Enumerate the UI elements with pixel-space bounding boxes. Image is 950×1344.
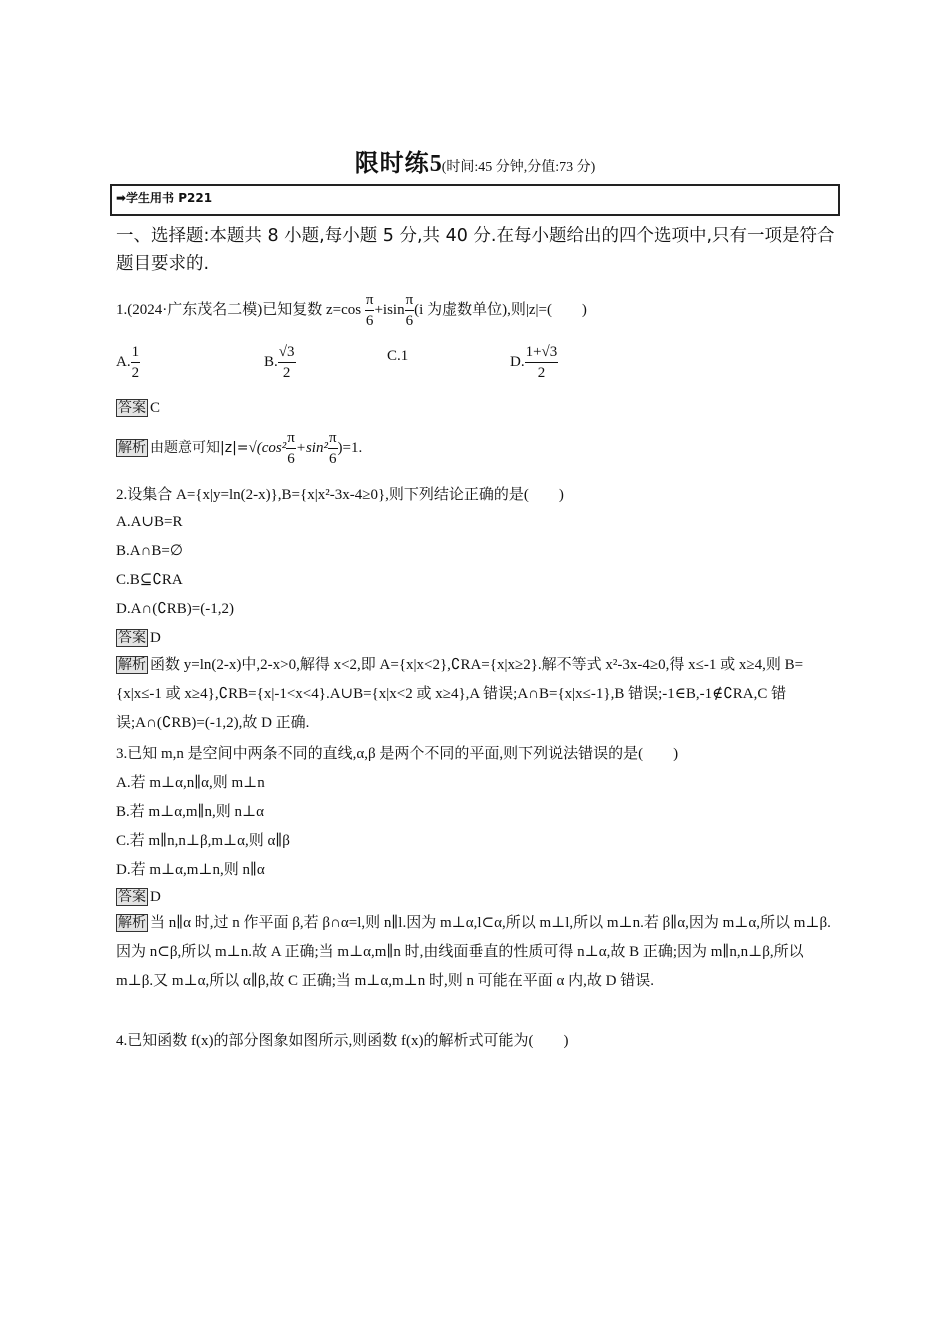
section-heading: 一、选择题:本题共 8 小题,每小题 5 分,共 40 分.在每小题给出的四个选项中,只有一项是符合题目要求的.: [116, 226, 835, 274]
q1-opt-b-frac: [278, 342, 296, 383]
q1-frac1-den: 6: [365, 313, 374, 329]
q2-answer: [116, 627, 161, 647]
analysis-tag: 解析: [118, 657, 146, 673]
q1-frac2-den: 6: [405, 313, 414, 329]
q1-analysis-frac2-den: 6: [328, 451, 337, 467]
q1-analysis-pre: 由题意可知|z|=: [150, 439, 249, 456]
q1-analysis-frac-2: [328, 428, 338, 469]
q2-answer-value: D: [150, 630, 161, 646]
q1-option-c: C.1: [387, 348, 409, 364]
question-1-stem: [116, 290, 587, 331]
q1-opt-b-den: 2: [282, 365, 291, 381]
title-subtitle: (时间:45 分钟,分值:73 分): [441, 160, 596, 175]
q3-option-b: B.若 m⊥α,m∥n,则 n⊥α: [116, 804, 264, 820]
q1-analysis-frac1-den: 6: [287, 451, 295, 467]
q1-opt-b-num: √3: [278, 342, 296, 363]
page-title: [0, 143, 950, 178]
q1-opt-d-den: 2: [537, 365, 546, 381]
q1-frac-2: [405, 290, 415, 331]
q1-answer: [116, 397, 160, 417]
title-text: 限时练: [354, 149, 430, 177]
analysis-tag: 解析: [118, 439, 146, 456]
q1-frac-1: [365, 290, 375, 331]
q1-stem-mid: +isin: [374, 301, 405, 318]
answer-tag: 答案: [118, 889, 146, 905]
q1-analysis-frac-1: [286, 428, 296, 469]
q1-opt-a-num: 1: [131, 342, 141, 363]
answer-tag: 答案: [118, 400, 146, 416]
q1-analysis-expr: √(cos²: [248, 439, 287, 456]
analysis-tag: 解析: [118, 915, 146, 931]
q1-frac2-num: π: [405, 290, 415, 311]
q3-option-d: D.若 m⊥α,m⊥n,则 n∥α: [116, 862, 265, 878]
q1-analysis-frac2-num: π: [328, 428, 338, 449]
q1-frac1-num: π: [365, 290, 375, 311]
q3-option-a: A.若 m⊥α,n∥α,则 m⊥n: [116, 775, 265, 791]
q1-option-d: [510, 342, 558, 383]
question-2-stem: 2.设集合 A={x|y=ln(2-x)},B={x|x²-3x-4≥0},则下列结论正确的是( ): [116, 487, 564, 503]
q2-analysis-text: 函数 y=ln(2-x)中,2-x>0,解得 x<2,即 A={x|x<2},∁RA={x|x≥2}.解不等式 x²-3x-4≥0,得 x≤-1 或 x≥4,则 B={x|x≤-1 或 x≥4},∁RB={x|-1<x<4}.A∪B={x|x<2 或 x≥4},A 错误;A∩B={x|x≤-1},B 错误;-1∈B,-1∉∁RA,C 错误;A∩(∁RB)=(-1,2),故 D 正确.: [116, 657, 804, 731]
q3-answer: [116, 886, 161, 906]
q1-opt-d-label: D.: [510, 353, 525, 370]
q1-opt-b-label: B.: [264, 353, 278, 370]
student-book-box: [110, 184, 840, 216]
q1-analysis-mid: +sin²: [295, 439, 328, 456]
q1-answer-value: C: [150, 400, 161, 416]
q1-stem-tail: (i 为虚数单位),则|z|=( ): [414, 301, 587, 318]
q2-option-b: B.A∩B=∅: [116, 543, 183, 559]
q1-analysis-frac1-num: π: [286, 428, 296, 449]
student-book-label: ➡学生用书 P221: [116, 191, 213, 205]
q2-option-d: D.A∩(∁RB)=(-1,2): [116, 601, 234, 617]
q2-option-a: A.A∪B=R: [116, 514, 183, 530]
q1-option-b: [264, 342, 296, 383]
q1-opt-d-num: 1+√3: [525, 342, 559, 363]
q1-opt-a-den: 2: [131, 365, 140, 381]
q3-answer-value: D: [150, 889, 161, 905]
q2-option-c: C.B⊆∁RA: [116, 572, 183, 588]
q1-option-a: [116, 342, 140, 383]
q2-analysis: [116, 651, 838, 738]
question-4-stem: 4.已知函数 f(x)的部分图象如图所示,则函数 f(x)的解析式可能为( ): [116, 1033, 569, 1049]
question-3-stem: 3.已知 m,n 是空间中两条不同的直线,α,β 是两个不同的平面,则下列说法错误的是( ): [116, 746, 679, 762]
q3-analysis: [116, 909, 838, 996]
title-number: 5: [429, 151, 442, 177]
q1-analysis: [116, 428, 362, 469]
q3-option-c: C.若 m∥n,n⊥β,m⊥α,则 α∥β: [116, 833, 290, 849]
q1-stem-text: 1.(2024·广东茂名二模)已知复数 z=cos: [116, 301, 362, 318]
q1-opt-d-frac: [525, 342, 559, 383]
q1-analysis-end: )=1.: [337, 439, 363, 456]
q3-analysis-text: 当 n∥α 时,过 n 作平面 β,若 β∩α=l,则 n∥l.因为 m⊥α,l⊂α,所以 m⊥l,所以 m⊥n.若 β∥α,因为 m⊥α,所以 m⊥β.因为 n⊂β,所以 m⊥n.故 A 正确;当 m⊥α,m∥n 时,由线面垂直的性质可得 n⊥α,故 B 正确;因为 m∥n,n⊥β,所以 m⊥β.又 m⊥α,所以 α∥β,故 C 正确;当 m⊥α,m⊥n 时,则 n 可能在平面 α 内,故 D 错误.: [116, 915, 831, 989]
q1-opt-a-frac: [131, 342, 141, 383]
q1-opt-a-label: A.: [116, 353, 131, 370]
answer-tag: 答案: [118, 630, 146, 646]
